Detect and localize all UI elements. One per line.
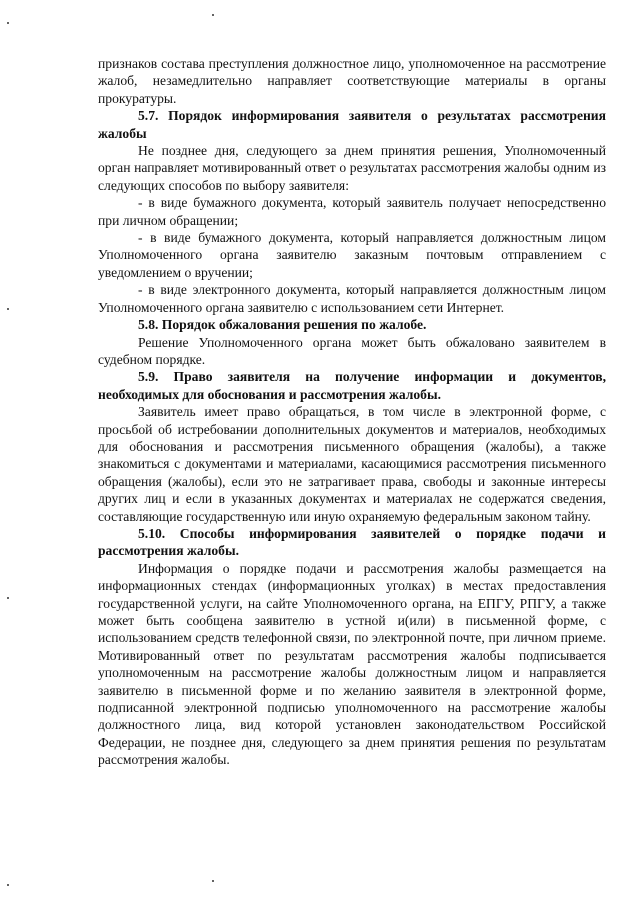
section-5-9-heading (98, 368, 606, 403)
paragraph-continuation: признаков состава преступления должностное лицо, уполномоченное на рассмотрение жалоб, незамедлительно направляет соответствующие материалы в органы прокуратуры. (98, 56, 606, 106)
section-5-7-heading (98, 107, 606, 142)
document-body (98, 55, 606, 769)
section-5-8-paragraph: Решение Уполномоченного органа может быть обжаловано заявителем в судебном порядке. (98, 334, 606, 367)
margin-mark (7, 308, 9, 310)
margin-mark (7, 22, 9, 24)
margin-mark (7, 597, 9, 599)
section-5-7-paragraph: Не позднее дня, следующего за днем принятия решения, Уполномоченный орган направляет мотивированный ответ о результатах рассмотрения жалобы одним из следующих способов по выбору заявителя: (98, 143, 606, 193)
list-item: - в виде бумажного документа, который направляется должностным лицом Уполномоченного органа заявителю заказным почтовым отправлением с уведомлением о вручении; (98, 230, 606, 280)
heading-text: 5.10. Способы информирования заявителей о порядке подачи и рассмотрения жалобы. (98, 525, 606, 559)
margin-mark (212, 14, 214, 16)
section-5-10-paragraph: Информация о порядке подачи и рассмотрения жалобы размещается на информационных стендах (информационных уголках) в местах предоставления государственной услуги, на сайте Уполномоченного органа, на ЕПГУ, РПГУ, а также может быть сообщена заявителю в устной и(или) в письменной форме, с использованием средств телефонной связи, по электронной почте, при личном приеме. Мотивированный ответ по результатам рассмотрения жалобы подписывается уполномоченным на рассмотрение жалобы должностным лицом и направляется заявителю в письменной форме и по желанию заявителя в электронной форме, подписанной электронной подписью уполномоченного на рассмотрение жалобы должностного лица, вид которой установлен законодательством Российской Федерации, не позднее дня, следующего за днем принятия решения по результатам рассмотрения жалобы. (98, 560, 606, 768)
margin-mark (212, 880, 214, 882)
section-5-9-paragraph: Заявитель имеет право обращаться, в том числе в электронной форме, с просьбой об истребовании дополнительных документов и материалов, необходимых для обоснования и рассмотрения письменного обращения (жалобы), а также знакомиться с документами и материалами, касающимися рассмотрения письменного обращения (жалобы), если это не затрагивает права, свободы и законные интересы других лиц и если в указанных документах и материалах не содержатся сведения, составляющие государственную или иную охраняемую федеральным законом тайну. (98, 404, 606, 524)
list-item: - в виде электронного документа, который направляется должностным лицом Уполномоченного органа заявителю с использованием сети Интернет. (98, 282, 606, 315)
list-item: - в виде бумажного документа, который заявитель получает непосредственно при личном обращении; (98, 195, 606, 228)
heading-text: 5.9. Право заявителя на получение информации и документов, необходимых для обоснования и рассмотрения жалобы. (98, 369, 606, 402)
heading-text: 5.8. Порядок обжалования решения по жалобе. (138, 317, 427, 333)
heading-text: 5.7. Порядок информирования заявителя о результатах рассмотрения жалобы (98, 108, 606, 141)
section-5-8-heading (98, 316, 606, 333)
section-5-10-heading (98, 525, 606, 560)
margin-mark (7, 884, 9, 886)
